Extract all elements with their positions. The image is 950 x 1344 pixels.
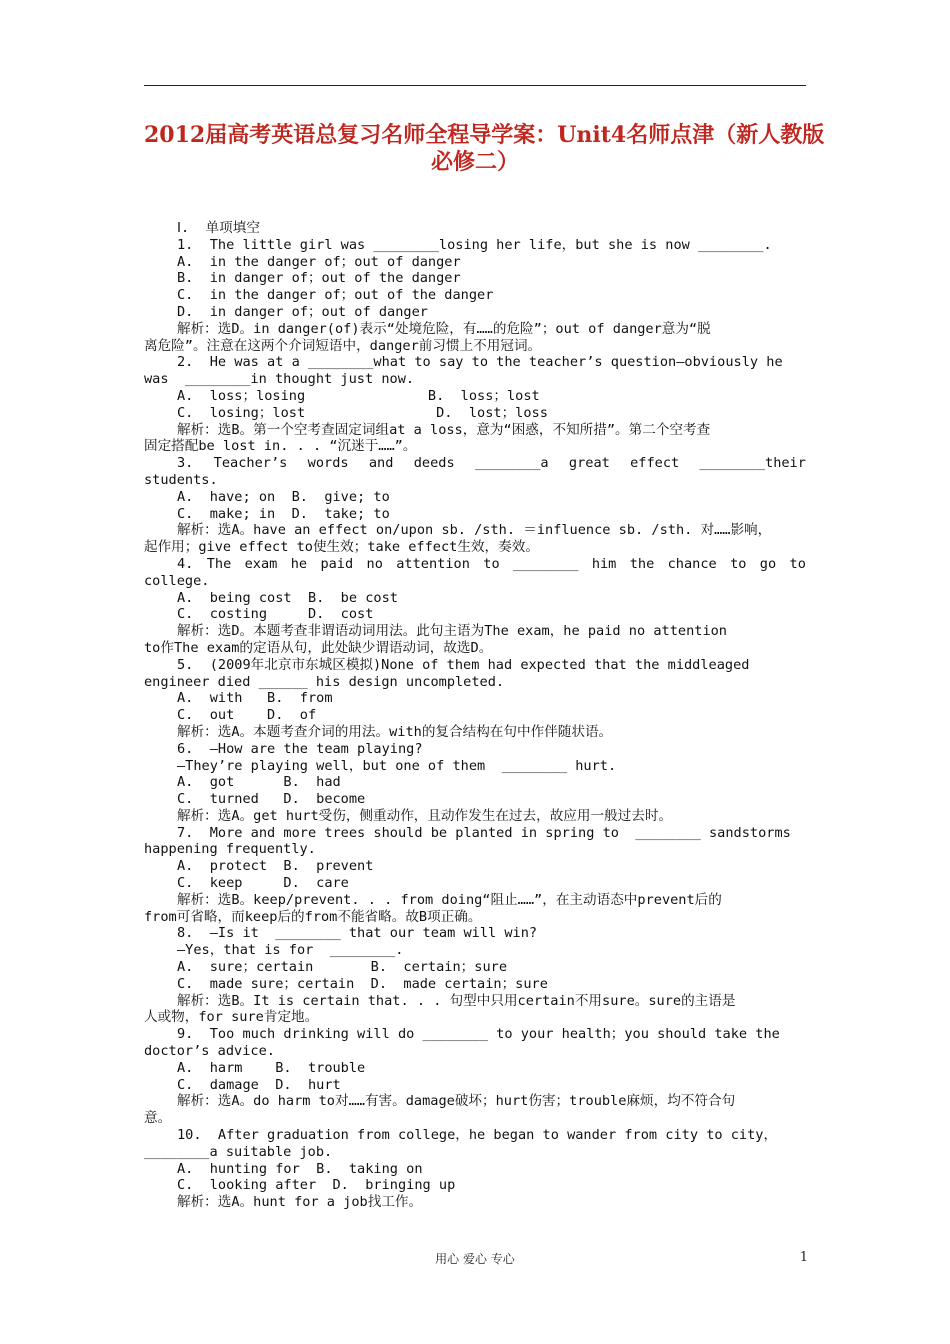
word: ________their [699,455,806,472]
word: no [366,555,383,572]
text-line: A. being cost B. be cost [177,589,398,606]
word: paid [320,555,354,572]
text-line: A. in the danger of；out of danger [177,253,461,270]
text-line: engineer died ______ his design uncompleted. [144,673,505,690]
text-line: C. costing D. cost [177,606,374,623]
text-line: from可省略，而keep后的from不能省略。故B项正确。 [144,908,482,925]
text-line: A. harm B. trouble [177,1059,366,1076]
text-line: 7. More and more trees should be planted in spring to ________ sandstorms [177,824,791,841]
word: he [290,555,308,572]
text-line: 9. Too much drinking will do ________ to your health；you should take the [177,1026,780,1043]
text-line: C. made sure；certain D. made certain；sure [177,975,548,992]
text-line: students. [144,471,218,488]
header-rule [144,85,806,86]
word: ________a [474,455,549,472]
word: chance [667,555,717,572]
text-line: happening frequently. [144,841,316,858]
text-line: 解析：选B。第一个空考查固定词组at a loss，意为“困惑，不知所措”。第二个空考查 [177,421,711,438]
text-line: A. with B. from [177,690,333,707]
text-line: 2. He was at a ________what to say to the teacher’s question—obviously he [177,354,783,371]
text-line: 解析：选B。keep/prevent. . . from doing“阻止……”，在主动语态中prevent后的 [177,891,722,908]
text-line: to作The exam的定语从句，此处缺少谓语动词，故选D。 [144,639,493,656]
text-line: A. sure；certain B. certain；sure [177,959,508,976]
text-line: 解析：选A。do harm to对……有害。damage破坏；hurt伤害；trouble麻烦，均不符合句 [177,1093,736,1110]
word: to [789,555,806,572]
text-line: —They’re playing well，but one of them ________ hurt. [177,757,617,774]
page-number: 1 [799,1250,808,1265]
text-line: A. have; on B. give; to [177,488,390,505]
text-line: C. out D. of [177,707,317,724]
text-line: A. protect B. prevent [177,858,374,875]
text-line: 解析：选A。本题考查介词的用法。with的复合结构在句中作伴随状语。 [177,723,613,740]
word: deeds [413,455,455,472]
word: great [568,455,610,472]
text-line: C. turned D. become [177,791,366,808]
text-line: —Yes，that is for ________. [177,942,404,959]
word: exam [244,555,278,572]
text-line: A. loss；losing B. loss；lost [177,387,540,404]
word: go [759,555,777,572]
text-line: college. [144,572,210,589]
text-line: C. damage D. hurt [177,1076,341,1093]
word: and [368,455,394,472]
word: words [307,455,349,472]
text-line: 起作用；give effect to使生效；take effect生效，奏效。 [144,539,539,556]
document-title [144,122,825,176]
text-line: 解析：选A。hunt for a job找工作。 [177,1194,423,1211]
text-line: C. losing；lost D. lost；loss [177,404,548,421]
text-line: 固定搭配be lost in. . . “沉迷于……”。 [144,438,417,455]
text-line: Ⅰ. 单项填空 [177,220,260,236]
word: 3. [177,455,194,472]
word: ________ [512,555,579,572]
text-line: 意。 [144,1110,172,1127]
text-line: was ________in thought just now. [144,371,415,388]
word: effect [630,455,680,472]
word: to [730,555,747,572]
text-line: A. hunting for B. taking on [177,1160,423,1177]
text-line: D. in danger of；out of danger [177,303,428,320]
text-line: ________a suitable job. [144,1143,333,1160]
title-line-2: 必修二） [430,149,519,175]
text-line: C. make; in D. take; to [177,505,390,522]
text-line: 10. After graduation from college，he began to wander from city to city， [177,1127,778,1144]
text-line: C. in the danger of；out of the danger [177,287,494,304]
word: to [483,555,500,572]
text-line: 8. —Is it ________ that our team will win? [177,925,538,942]
text-line: C. keep D. care [177,875,349,892]
footer-slogan: 用心 爱心 专心 [435,1252,515,1266]
text-line: 解析：选D。in danger(of)表示“处境危险，有……的危险”；out of danger意为“脱 [177,320,711,337]
text-line: 6. —How are the team playing? [177,740,423,757]
text-line: 5. (2009年北京市东城区模拟)None of them had expected that the middleaged [177,656,750,673]
word: 4. [177,555,194,572]
text-line: 解析：选D。本题考查非谓语动词用法。此句主语为The exam，he paid no attention [177,623,727,640]
text-line: B. in danger of；out of the danger [177,270,461,287]
text-line: C. looking after D. bringing up [177,1177,456,1194]
word: Teacher’s [213,455,288,472]
text-line [144,455,806,472]
word: the [629,555,655,572]
text-line: 离危险”。注意在这两个介词短语中，danger前习惯上不用冠词。 [144,337,542,354]
text-line: 1. The little girl was ________losing her life，but she is now ________. [177,236,772,253]
word: The [206,555,232,572]
text-line: 人或物，for sure肯定地。 [144,1009,319,1026]
word: attention [396,555,470,572]
text-line: 解析：选A。have an effect on/upon sb. /sth. ＝influence sb. /sth. 对……影响， [177,522,772,539]
text-line: 解析：选A。get hurt受伤，侧重动作，且动作发生在过去，故应用一般过去时。 [177,807,673,824]
word: him [591,555,617,572]
document-body [144,220,806,1211]
text-line: doctor’s advice. [144,1043,275,1060]
text-line [144,556,806,573]
text-line: A. got B. had [177,774,341,791]
text-line: 解析：选B。It is certain that. . . 句型中只用certain不用sure。sure的主语是 [177,992,736,1009]
title-line-1: 2012届高考英语总复习名师全程导学案：Unit4名师点津（新人教版 [144,122,825,148]
